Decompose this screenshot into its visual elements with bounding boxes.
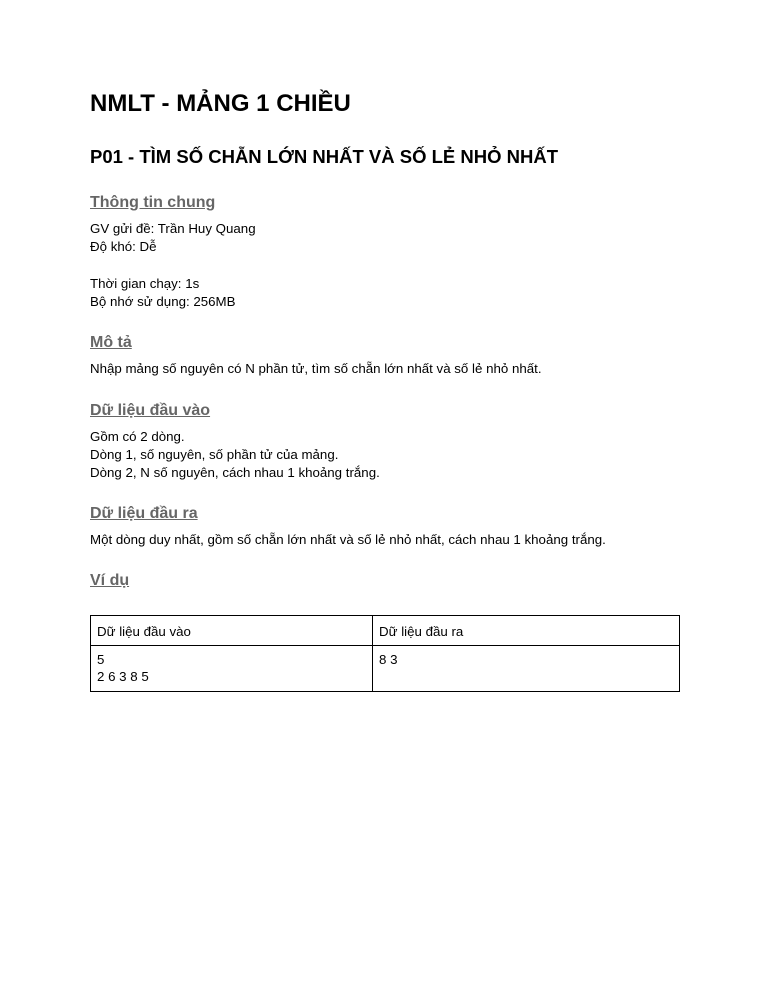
- example-heading: Ví dụ: [90, 572, 130, 589]
- example-output-cell: [373, 646, 680, 692]
- general-info-heading: Thông tin chung: [90, 194, 216, 211]
- example-input-line: 5: [97, 652, 105, 667]
- example-input-line: 2 6 3 8 5: [97, 669, 149, 684]
- table-header-input: Dữ liệu đầu vào: [91, 616, 373, 646]
- input-heading: Dữ liệu đầu vào: [90, 402, 211, 419]
- table-header-row: [91, 616, 680, 646]
- table-header-output: Dữ liệu đầu ra: [373, 616, 680, 646]
- description-text: Nhập mảng số nguyên có N phần tử, tìm số chẵn lớn nhất và số lẻ nhỏ nhất.: [90, 361, 542, 376]
- table-row: [91, 646, 680, 692]
- difficulty-line: Độ khó: Dễ: [90, 239, 157, 254]
- output-heading: Dữ liệu đầu ra: [90, 505, 198, 522]
- input-line: Dòng 1, số nguyên, số phần tử của mảng.: [90, 447, 339, 462]
- problem-title: P01 - TÌM SỐ CHẴN LỚN NHẤT VÀ SỐ LẺ NHỎ NHẤT: [90, 146, 559, 167]
- example-output-line: 8 3: [379, 652, 398, 667]
- input-line: Dòng 2, N số nguyên, cách nhau 1 khoảng trắng.: [90, 465, 380, 480]
- time-limit-line: Thời gian chạy: 1s: [90, 276, 200, 291]
- teacher-line: GV gửi đề: Trần Huy Quang: [90, 221, 256, 236]
- output-text: Một dòng duy nhất, gồm số chẵn lớn nhất và số lẻ nhỏ nhất, cách nhau 1 khoảng trắng.: [90, 532, 606, 547]
- example-input-cell: [91, 646, 373, 692]
- input-line: Gồm có 2 dòng.: [90, 429, 185, 444]
- document-title: NMLT - MẢNG 1 CHIỀU: [90, 90, 351, 117]
- description-heading: Mô tả: [90, 334, 132, 351]
- example-table: [90, 615, 680, 692]
- memory-limit-line: Bộ nhớ sử dụng: 256MB: [90, 294, 236, 309]
